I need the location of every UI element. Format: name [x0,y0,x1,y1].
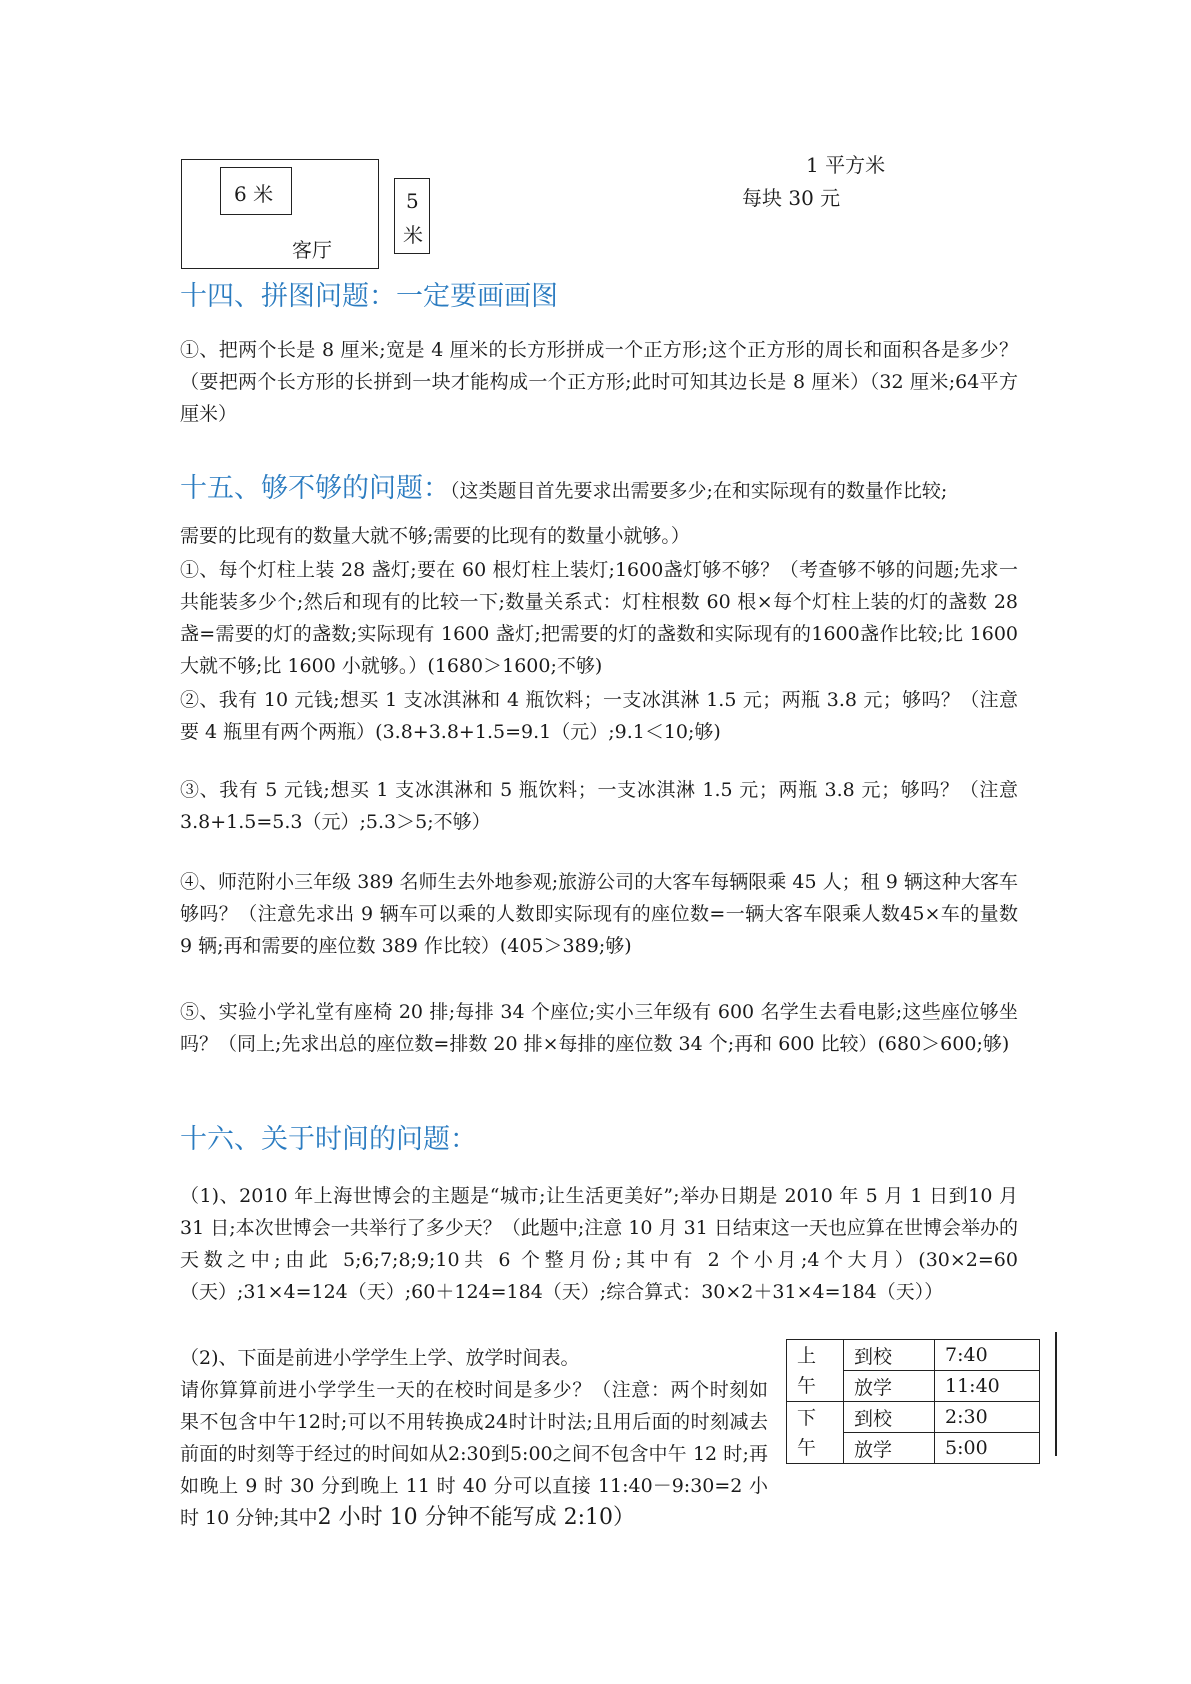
section-15-note: （这类题目首先要求出需要多少;在和实际现有的数量作比较; [450,480,948,502]
section-15-q4: ④、师范附小三年级 389 名师生去外地参观;旅游公司的大客车每辆限乘 45 人；租 9 辆这种大客车够吗？（注意先求出 9 辆车可以乘的人数即实际现有的座位数=一辆大客车限乘人数45×车的量数 9 辆;再和需要的座位数 389 作比较）(405＞389;够) [180,871,1018,957]
section-15-title: 十五、够不够的问题： [180,473,450,504]
section-14-q1: ①、把两个长是 8 厘米;宽是 4 厘米的长方形拼成一个正方形;这个正方形的周长和面积各是多少？（要把两个长方形的长拼到一块才能构成一个正方形;此时可知其边长是 8 厘米）（32 厘米;64平方厘米） [180,339,1018,425]
living-room-label: 客厅 [292,238,332,262]
tile-area-label: 1 平方米 [806,153,886,177]
tile-price-label: 每块 30 元 [742,186,841,210]
am-label: 上午 [787,1340,844,1402]
section-15-q3: ③、我有 5 元钱;想买 1 支冰淇淋和 5 瓶饮料；一支冰淇淋 1.5 元；两瓶 3.8 元；够吗？（注意 3.8+1.5=5.3（元）;5.3＞5;不够） [180,779,1018,833]
inner-rect-label: 6 米 [234,182,274,206]
section-16-q1: （1)、2010 年上海世博会的主题是“城市;让生活更美好”;举办日期是 2010 年 5 月 1 日到10 月 31 日;本次世博会一共举行了多少天？（此题中;注意 10 月 31 日结束这一天也应算在世博会举办的天数之中;由此 5;6;7;8;9;10共 6 个整月份;其中有 2 个小月;4个大月）(30×2=60（天）;31×4=124（天）;60＋124=184（天）;综合算式：30×2＋31×4=184（天）） [180,1185,1018,1303]
pm-arrive-label: 到校 [844,1402,935,1433]
pm-label: 下午 [787,1402,844,1464]
pm-leave-label: 放学 [844,1433,935,1464]
side-rect-label-1: 5 [406,189,419,213]
pm-leave-time: 5:00 [935,1433,1040,1464]
am-arrive-time: 7:40 [935,1340,1040,1371]
section-15-intro: 需要的比现有的数量大就不够;需要的比现有的数量小就够。） [180,525,690,547]
am-arrive-label: 到校 [844,1340,935,1371]
section-15-q2: ②、我有 10 元钱;想买 1 支冰淇淋和 4 瓶饮料；一支冰淇淋 1.5 元；两瓶 3.8 元；够吗？（注意要 4 瓶里有两个两瓶）(3.8+3.8+1.5=9.1（元）;9.1＜10;够) [180,689,1018,743]
side-rect-label-2: 米 [403,223,423,247]
section-15-q5: ⑤、实验小学礼堂有座椅 20 排;每排 34 个座位;实小三年级有 600 名学生去看电影;这些座位够坐吗？（同上;先求出总的座位数=排数 20 排×每排的座位数 34 个;再和 600 比较）(680＞600;够) [180,1001,1018,1055]
section-16-q2-big-text: 2 小时 10 分钟不能写成 2:10） [317,1505,636,1530]
section-16-heading: 十六、关于时间的问题： [180,1124,477,1155]
section-15-q1: ①、每个灯柱上装 28 盏灯;要在 60 根灯柱上装灯;1600盏灯够不够？（考查够不够的问题;先求一共能装多少个;然后和现有的比较一下;数量关系式：灯柱根数 60 根×每个灯柱上装的灯的盏数 28 盏=需要的灯的盏数;实际现有 1600 盏灯;把需要的灯的盏数和实际现有的1600盏作比较;比 1600 大就不够;比 1600 小就够。）(1680＞1600;不够) [180,559,1018,677]
table-row [787,1402,1040,1433]
section-16-q2-text: 请你算算前进小学学生一天的在校时间是多少？（注意：两个时刻如果不包含中午12时;可以不用转换成24时计时法;且用后面的时刻减去前面的时刻等于经过的时间如从2:30到5:00之间不包含中午 12 时;再如晚上 9 时 30 分到晚上 11 时 40 分可以直接 11:40－9:30=2 小时 10 分钟;其中 [180,1379,768,1529]
section-16-q2-intro: （2)、下面是前进小学学生上学、放学时间表。 [180,1347,580,1369]
pm-arrive-time: 2:30 [935,1402,1040,1433]
section-16-q2-body [180,1374,768,1534]
school-schedule-table [786,1339,1040,1464]
section-14-heading: 十四、拼图问题：一定要画画图 [180,281,558,312]
table-row [787,1340,1040,1371]
section-15-heading [180,471,1020,509]
table-edge-line [1055,1332,1057,1456]
am-leave-time: 11:40 [935,1371,1040,1402]
am-leave-label: 放学 [844,1371,935,1402]
